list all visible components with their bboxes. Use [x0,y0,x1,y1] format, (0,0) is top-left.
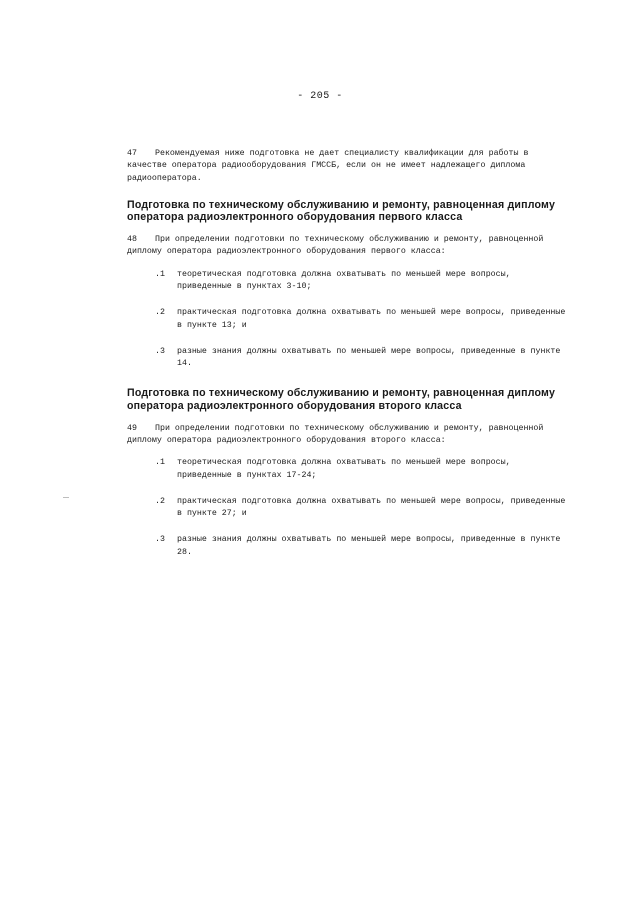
section-heading-second-class: Подготовка по техническому обслуживанию и ремонту, равноценная диплому оператора радиоэлектронного оборудования второго класса [127,387,556,413]
item-marker: .1 [155,458,165,468]
item-marker: .2 [155,308,165,318]
section-heading-first-class: Подготовка по техническому обслуживанию и ремонту, равноценная диплому оператора радиоэлектронного оборудования первого класса [127,198,556,224]
item-marker: .1 [155,269,165,279]
item-text: разные знания должны охватывать по меньшей мере вопросы, приведенные в пункте 28. [177,535,561,557]
paragraph-47 [127,148,567,185]
item-text: теоретическая подготовка должна охватывать по меньшей мере вопросы, приведенные в пунктах 17-24; [177,458,511,480]
paragraph-number: 49 [127,423,137,433]
item-marker: .3 [155,346,165,356]
item-marker: .3 [155,535,165,545]
item-marker: .2 [155,496,165,506]
page-content [127,148,567,559]
list-item [127,496,567,521]
scan-margin-mark [63,497,69,498]
item-text: практическая подготовка должна охватывать по меньшей мере вопросы, приведенные в пункте 27; и [177,496,566,519]
item-text: практическая подготовка должна охватывать по меньшей мере вопросы, приведенные в пункте 13; и [177,308,566,330]
item-text: теоретическая подготовка должна охватывать по меньшей мере вопросы, приведенные в пунктах 3-10; [177,269,511,291]
list-item [127,457,567,482]
paragraph-text: Рекомендуемая ниже подготовка не дает специалисту квалификации для работы в качестве оператора радиооборудования ГМССБ, если он не имеет надлежащего диплома радиооператора. [127,149,529,183]
list-item [127,346,567,371]
paragraph-number: 48 [127,235,137,245]
list-item [127,534,567,559]
paragraph-text: При определении подготовки по техническому обслуживанию и ремонту, равноценной диплому оператора радиоэлектронного оборудования второго класса: [127,423,544,445]
list-item [127,269,567,294]
paragraph-48 [127,234,567,259]
list-item [127,307,567,332]
page-number: - 205 - [297,91,343,102]
item-text: разные знания должны охватывать по меньшей мере вопросы, приведенные в пункте 14. [177,346,561,369]
paragraph-text: При определении подготовки по техническому обслуживанию и ремонту, равноценной диплому оператора радиоэлектронного оборудования первого класса: [127,235,544,257]
paragraph-number: 47 [127,149,137,158]
paragraph-49 [127,423,567,448]
